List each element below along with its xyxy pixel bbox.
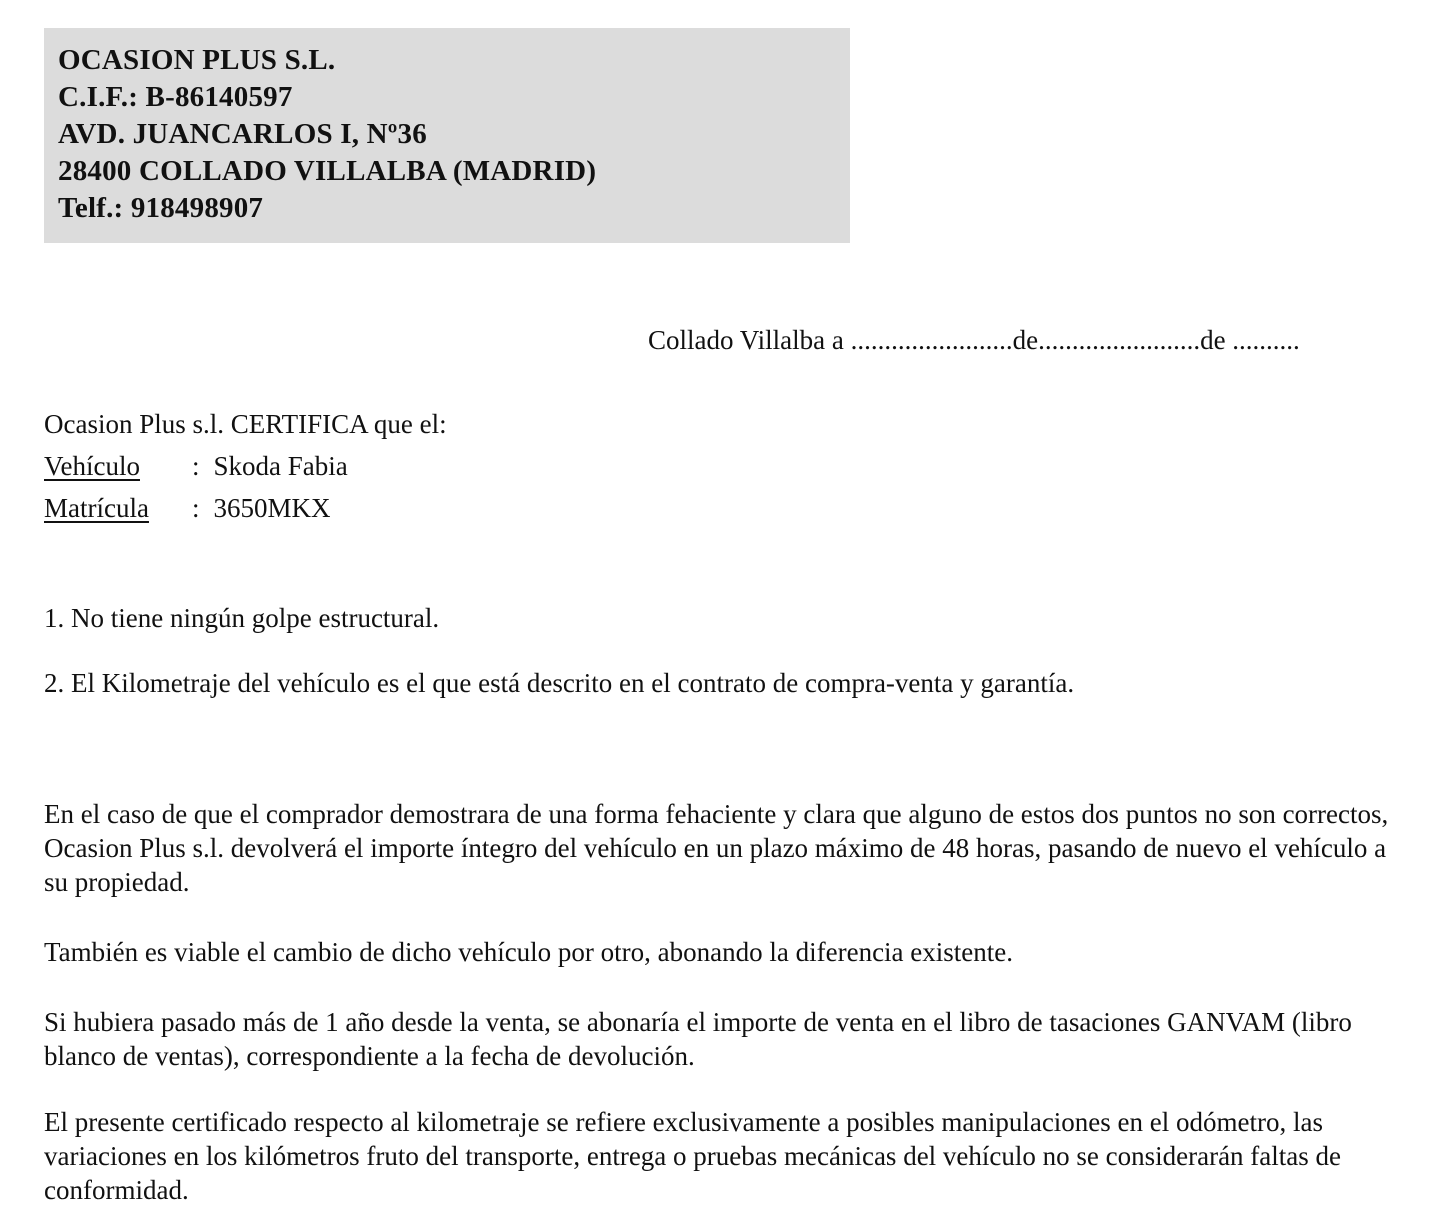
company-address: AVD. JUANCARLOS I, Nº36 bbox=[58, 118, 427, 150]
vehicle-value: Skoda Fabia bbox=[213, 451, 348, 481]
vehicle-label: Vehículo bbox=[44, 451, 140, 481]
paragraph-refund: En el caso de que el comprador demostrara de una forma fehaciente y clara que alguno de estos dos puntos no son correctos, Ocasion Plus s.l. devolverá el importe íntegro del vehículo en un plazo máximo de 48 horas, pasando de nuevo el vehículo a su propiedad. bbox=[44, 799, 1389, 897]
paragraph-ganvam: Si hubiera pasado más de 1 año desde la venta, se abonaría el importe de venta en el libro de tasaciones GANVAM (libro blanco de ventas), correspondiente a la fecha de devolución. bbox=[44, 1007, 1352, 1071]
paragraph-odometer: El presente certificado respecto al kilometraje se refiere exclusivamente a posibles manipulaciones en el odómetro, las variaciones en los kilómetros fruto del transporte, entrega o pruebas mecánicas del vehículo no se considerarán faltas de conformidad. bbox=[44, 1107, 1342, 1205]
vehicle-separator: : bbox=[192, 451, 200, 481]
vehicle-field bbox=[44, 449, 1440, 483]
certification-intro: Ocasion Plus s.l. CERTIFICA que el: bbox=[44, 409, 447, 439]
certified-points bbox=[44, 601, 1440, 700]
company-header-box bbox=[44, 28, 850, 243]
plate-label: Matrícula bbox=[44, 493, 149, 523]
plate-label-wrap bbox=[44, 491, 192, 525]
company-name: OCASION PLUS S.L. bbox=[58, 44, 336, 76]
point-2: 2. El Kilometraje del vehículo es el que está descrito en el contrato de compra-venta y garantía. bbox=[44, 668, 1075, 698]
body-paragraphs bbox=[44, 797, 1396, 1207]
date-line: Collado Villalba a ........................de........................de .......... bbox=[648, 325, 1300, 355]
plate-value: 3650MKX bbox=[213, 493, 331, 523]
plate-separator: : bbox=[192, 493, 200, 523]
company-cif: C.I.F.: B-86140597 bbox=[58, 81, 293, 113]
point-1: 1. No tiene ningún golpe estructural. bbox=[44, 603, 440, 633]
company-phone: Telf.: 918498907 bbox=[58, 192, 264, 224]
plate-field bbox=[44, 491, 1440, 525]
paragraph-exchange: También es viable el cambio de dicho vehículo por otro, abonando la diferencia existente. bbox=[44, 937, 1014, 967]
certification-section bbox=[44, 407, 1440, 525]
company-city: 28400 COLLADO VILLALBA (MADRID) bbox=[58, 155, 597, 187]
vehicle-label-wrap bbox=[44, 449, 192, 483]
